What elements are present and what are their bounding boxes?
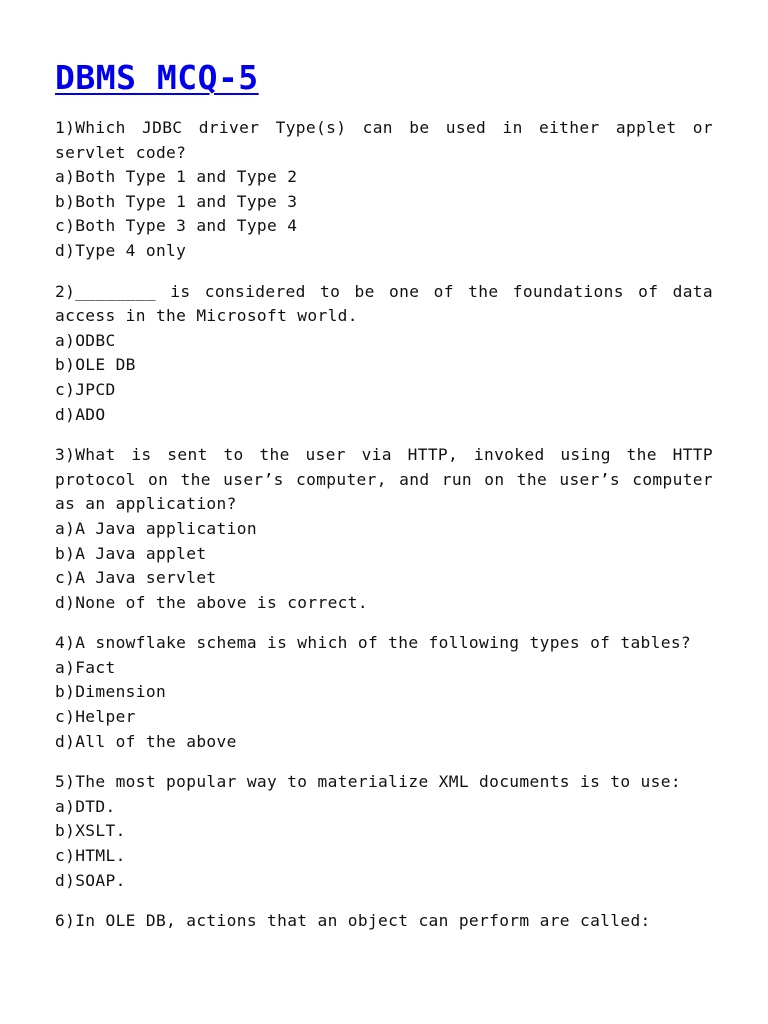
option-b: b)OLE DB [55,355,136,375]
question-4 [55,631,713,754]
option-b: b)Dimension [55,682,167,702]
question-text: 3)What is sent to the user via HTTP, invoked using the HTTP protocol on the user’s computer, and run on the user’s computer as an application? [55,445,713,514]
document-page [55,56,713,950]
option-b: b)Both Type 1 and Type 3 [55,191,298,211]
question-text: 5)The most popular way to materialize XML documents is to use: [55,772,681,792]
option-a: a)Both Type 1 and Type 2 [55,167,298,187]
question-text: 4)A snowflake schema is which of the following types of tables? [55,633,692,653]
question-text: 6)In OLE DB, actions that an object can perform are called: [55,911,651,931]
option-b: b)A Java applet [55,543,207,563]
option-d: d)All of the above [55,731,237,751]
option-d: d)ADO [55,404,106,424]
option-a: a)A Java application [55,518,257,538]
question-text: 1)Which JDBC driver Type(s) can be used in either applet or servlet code? [55,118,713,162]
question-text: 2)________ is considered to be one of the foundations of data access in the Microsoft world. [55,281,713,326]
option-c: c)JPCD [55,379,116,399]
question-5 [55,770,713,893]
option-a: a)DTD. [55,796,116,816]
option-c: c)HTML. [55,846,126,866]
question-3 [55,443,713,615]
option-d: d)Type 4 only [55,240,187,260]
question-6 [55,909,713,934]
option-d: d)None of the above is correct. [55,592,368,612]
option-c: c)A Java servlet [55,568,217,588]
option-a: a)Fact [55,657,116,677]
option-c: c)Both Type 3 and Type 4 [55,216,298,236]
question-2 [55,280,713,428]
option-d: d)SOAP. [55,870,126,890]
option-c: c)Helper [55,707,136,727]
document-title[interactable]: DBMS MCQ-5 [55,58,259,97]
question-1 [55,116,713,264]
option-a: a)ODBC [55,330,116,350]
option-b: b)XSLT. [55,821,126,841]
